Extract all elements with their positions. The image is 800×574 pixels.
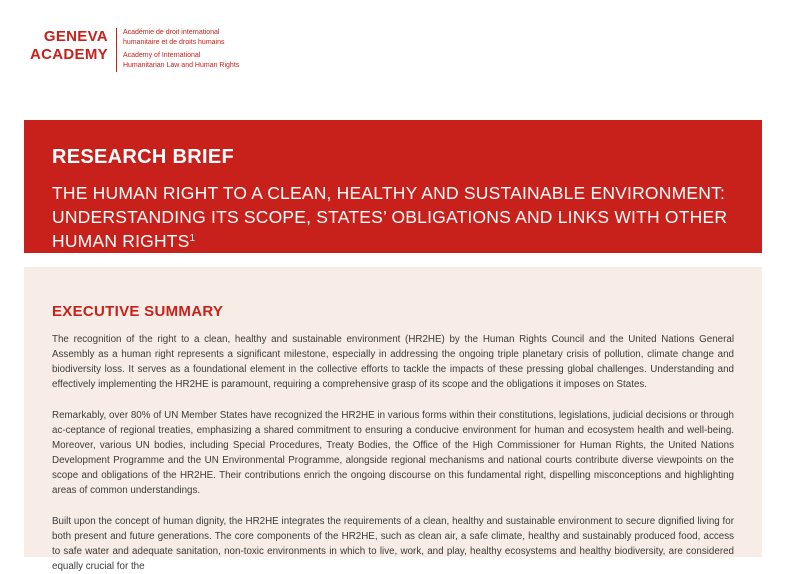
logo-divider [116,28,117,72]
logo-en-line1: Academy of International [122,52,201,59]
logo-fr-line1: Académie de droit international [122,29,220,36]
document-title [52,181,734,253]
summary-paragraph-3: Built upon the concept of human dignity, the HR2HE integrates the requirements of a clean, healthy and sustainable environment to secure dignified living for both present and future generations. The core components of the HR2HE, such as clean air, a safe climate, healthy and sustainably produced food, access to safe water and adequate sanitation, non-toxic environments in which to live, work, and play, healthy ecosystems and healthy biodiversity, are considered equally crucial for the [52,516,734,572]
executive-summary-section [24,267,762,572]
logo-wordmark [30,28,114,64]
document-type-label: RESEARCH BRIEF [52,146,234,168]
summary-paragraph-1: The recognition of the right to a clean, healthy and sustainable environment (HR2HE) by the Human Rights Council and the United Nations General Assembly as a human right represents a significant milestone, especially in addressing the ongoing triple planetary crisis of pollution, climate change and biodiversity loss. It serves as a foundational element in the collective efforts to tackle the impacts of these pressing global challenges. Understanding and effectively implementing the HR2HE is paramount, requiring a comprehensive grasp of its scope and the obligations it imposes on States. [52,334,734,390]
footnote-marker[interactable]: 1 [189,233,196,244]
executive-summary-heading: EXECUTIVE SUMMARY [52,303,224,320]
document-title-line1: THE HUMAN RIGHT TO A CLEAN, HEALTHY AND SUSTAINABLE ENVIRONMENT: [52,183,726,203]
logo-word-academy: ACADEMY [30,46,108,63]
summary-paragraph-2: Remarkably, over 80% of UN Member States have recognized the HR2HE in various forms within their constitutions, legislations, judicial decisions or through ac-ceptance of regional treaties, emphasizing a shared commitment to ensuring a conducive environment for human and ecosystem health and well-being. Moreover, various UN bodies, including Special Procedures, Treaty Bodies, the Office of the High Commissioner for Human Rights, the United Nations Development Programme and the UN Environmental Programme, alongside regional mechanisms and national courts contribute diverse viewpoints on the scope and obligations of the HR2HE. Their contributions enrich the ongoing discourse on this fundamental right, dispelling misconceptions and highlighting areas of common understandings. [52,410,734,496]
logo-fr-line2: humanitaire et de droits humains [122,38,225,46]
title-banner [24,120,762,253]
geneva-academy-logo [30,28,239,72]
logo-en-line2: Humanitarian Law and Human Rights [122,61,240,69]
logo-subtitle [123,28,239,70]
logo-word-geneva: GENEVA [43,28,108,45]
document-title-line2: UNDERSTANDING ITS SCOPE, STATES’ OBLIGATIONS AND LINKS WITH OTHER HUMAN RIGHTS [52,207,728,251]
